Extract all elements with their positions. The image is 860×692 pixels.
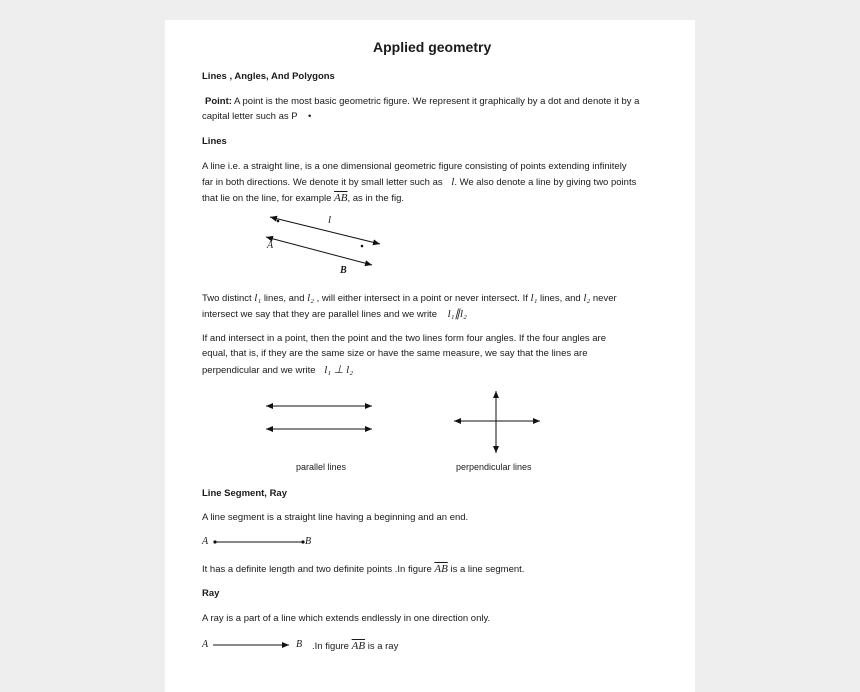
line-1 bbox=[270, 217, 380, 244]
two-lines-figure bbox=[260, 212, 390, 282]
if-paragraph-line-2: equal, that is, if they are the same size or have the same measure, we say that the lines are bbox=[202, 348, 588, 359]
point-label: Point: bbox=[205, 96, 232, 107]
segment-desc-start: It has a definite length and two definite points .In figure bbox=[202, 564, 432, 575]
lines-paragraph-3 bbox=[202, 192, 404, 204]
point-dot-icon: • bbox=[308, 111, 312, 122]
fig-label-b: B bbox=[340, 265, 347, 276]
lines-heading: Lines bbox=[202, 136, 227, 147]
symbol-l2: l₂ bbox=[307, 292, 315, 304]
ray-definition: A ray is a part of a line which extends endlessly in one direction only. bbox=[202, 613, 491, 624]
segment-endpoint-a bbox=[213, 540, 216, 543]
segment-symbol-ab: $\overline{AB}$ bbox=[434, 563, 448, 575]
distinct-text-d: lines, and bbox=[540, 293, 581, 304]
point-b-dot bbox=[361, 245, 364, 248]
segment-label-b: B bbox=[305, 536, 312, 547]
lines-paragraph-1: A line i.e. a straight line, is a one dimensional geometric figure consisting of points extending infinitely bbox=[202, 161, 627, 172]
if-paragraph-line-3 bbox=[202, 363, 353, 376]
fig-label-a: A bbox=[267, 240, 274, 251]
lines-paragraph-2 bbox=[202, 176, 636, 188]
point-a-dot bbox=[277, 220, 280, 223]
if-paragraph-line-1: If and intersect in a point, then the point and the two lines form four angles. If the four angles are bbox=[202, 333, 606, 344]
symbol-l1: l₁ bbox=[254, 292, 262, 304]
caption-perpendicular: perpendicular lines bbox=[456, 462, 532, 472]
parallel-lines-figure bbox=[263, 398, 375, 438]
ray-description bbox=[312, 640, 398, 652]
ray-label-b: B bbox=[296, 639, 303, 650]
line-segment-figure bbox=[212, 537, 308, 547]
segment-heading: Line Segment, Ray bbox=[202, 488, 287, 499]
perpendicular-lines-figure bbox=[451, 388, 543, 456]
ray-desc-end: is a ray bbox=[367, 641, 399, 652]
distinct-lines-line-2 bbox=[202, 307, 467, 320]
page-title: Applied geometry bbox=[373, 39, 492, 55]
line-symbol-l: l bbox=[451, 176, 455, 188]
document-page bbox=[165, 20, 695, 692]
segment-definition: A line segment is a straight line having a beginning and an end. bbox=[202, 512, 469, 523]
section-heading: Lines , Angles, And Polygons bbox=[202, 71, 335, 82]
distinct-lines-line-1 bbox=[202, 292, 617, 304]
perpendicular-symbol: l₁ ⊥ l₂ bbox=[324, 364, 354, 376]
point-line-1 bbox=[205, 96, 639, 107]
ray-symbol-ab: $\overline{AB}$ bbox=[351, 640, 366, 652]
lines-p2-end: . We also denote a line by giving two points bbox=[454, 177, 637, 188]
distinct-text-a: Two distinct bbox=[202, 293, 252, 304]
distinct-text-b: lines, and bbox=[263, 293, 305, 304]
ray-figure bbox=[212, 640, 292, 650]
symbol-l1-b: l₁ bbox=[530, 292, 538, 304]
segment-desc-end: is a line segment. bbox=[450, 564, 525, 575]
lines-p3-start: that lie on the line, for example bbox=[202, 193, 332, 204]
segment-label-a: A bbox=[202, 536, 209, 547]
ray-heading: Ray bbox=[202, 588, 220, 599]
symbol-l2-b: l₂ bbox=[583, 292, 591, 304]
lines-p2-start: far in both directions. We denote it by small letter such as bbox=[202, 177, 443, 188]
distinct-text-e: never bbox=[592, 293, 617, 304]
if-text-line3: perpendicular and we write bbox=[202, 365, 316, 376]
ray-label-a: A bbox=[202, 639, 209, 650]
point-text-2: capital letter such as P bbox=[202, 111, 298, 122]
ray-desc-start: .In figure bbox=[312, 641, 349, 652]
line-symbol-ab: $\overline{AB}$ bbox=[334, 192, 348, 204]
parallel-symbol: l₁∥l₂ bbox=[447, 308, 467, 320]
caption-parallel: parallel lines bbox=[296, 462, 347, 472]
point-text: A point is the most basic geometric figure. We represent it graphically by a dot and denote it by a bbox=[234, 96, 640, 107]
lines-p3-end: , as in the fig. bbox=[347, 193, 404, 204]
fig-label-l: l bbox=[328, 214, 332, 226]
point-line-2 bbox=[202, 111, 311, 122]
distinct-text-line2: intersect we say that they are parallel lines and we write bbox=[202, 309, 437, 320]
line-2 bbox=[266, 237, 372, 265]
segment-description bbox=[202, 563, 524, 575]
distinct-text-c: , will either intersect in a point or never intersect. If bbox=[316, 293, 528, 304]
